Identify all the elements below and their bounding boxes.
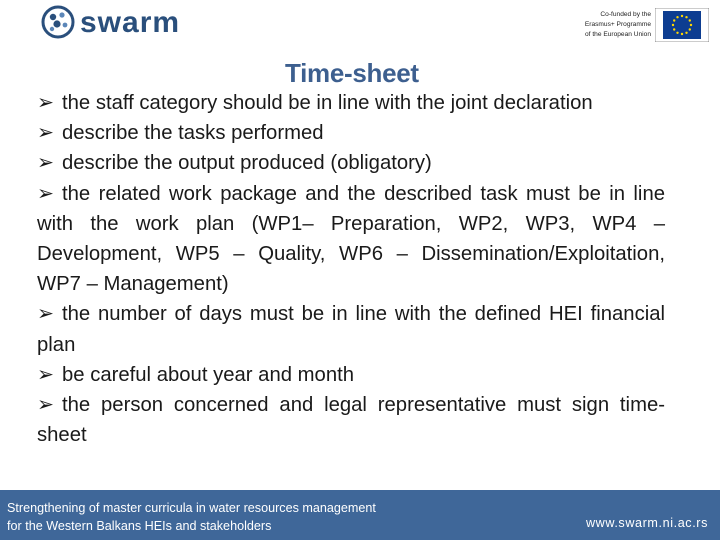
bullet-list bbox=[37, 88, 665, 450]
bullet-text: be careful about year and month bbox=[62, 363, 355, 386]
bullet-text: describe the output produced (obligatory) bbox=[62, 152, 432, 175]
tagline-line-1: Strengthening of master curricula in water resources management bbox=[7, 501, 376, 515]
eu-line-3: of the European Union bbox=[585, 31, 651, 38]
swarm-logo bbox=[40, 4, 190, 40]
tagline-line-2: for the Western Balkans HEIs and stakeholders bbox=[7, 519, 272, 533]
eu-cofunding-text bbox=[567, 10, 651, 40]
eu-star bbox=[673, 19, 675, 21]
bullet-item bbox=[37, 148, 665, 178]
bullet-item bbox=[37, 118, 665, 148]
arrow-bullet-icon: ➢ bbox=[37, 92, 54, 114]
bullet-text: describe the tasks performed bbox=[62, 122, 324, 145]
website-link[interactable]: www.swarm.ni.ac.rs bbox=[585, 516, 708, 530]
bullet-text: the related work package and the described task must be in line with the work plan (WP1– Preparation, WP2, WP3, WP4 – Development, WP5 – Quality, WP6 – Dissemination/Exploitation, WP7 – Management) bbox=[37, 182, 665, 296]
project-tagline bbox=[7, 499, 376, 535]
bullet-item bbox=[37, 360, 665, 390]
swarm-logo-icon bbox=[40, 4, 80, 40]
arrow-bullet-icon: ➢ bbox=[37, 363, 54, 386]
eu-star bbox=[673, 28, 675, 30]
logo-text: swarm bbox=[80, 6, 181, 39]
eu-star bbox=[685, 16, 687, 18]
arrow-bullet-icon: ➢ bbox=[37, 152, 54, 175]
bullet-item bbox=[37, 179, 665, 300]
footer-bar bbox=[0, 490, 720, 540]
eu-line-2: Erasmus+ Programme bbox=[584, 21, 651, 28]
eu-star bbox=[690, 24, 692, 26]
bullet-text: the number of days must be in line with the defined HEI financial plan bbox=[37, 303, 665, 356]
eu-star bbox=[681, 33, 683, 35]
arrow-bullet-icon: ➢ bbox=[37, 303, 54, 326]
bullet-text: the staff category should be in line with the joint declaration bbox=[62, 92, 593, 114]
eu-star bbox=[685, 32, 687, 34]
eu-cofunding-badge bbox=[567, 8, 710, 42]
eu-star bbox=[676, 16, 678, 18]
arrow-bullet-icon: ➢ bbox=[37, 182, 54, 205]
eu-star bbox=[681, 15, 683, 17]
bullet-item bbox=[37, 299, 665, 359]
eu-star bbox=[676, 32, 678, 34]
arrow-bullet-icon: ➢ bbox=[37, 122, 54, 145]
bullet-text: the person concerned and legal representative must sign time-sheet bbox=[37, 394, 665, 447]
eu-star bbox=[689, 28, 691, 30]
slide-title: Time-sheet bbox=[285, 58, 419, 88]
bullet-item bbox=[37, 88, 665, 118]
eu-star bbox=[672, 24, 674, 26]
eu-star bbox=[689, 19, 691, 21]
eu-line-1: Co-funded by the bbox=[600, 11, 651, 18]
bullet-item bbox=[37, 390, 665, 450]
eu-flag-icon bbox=[655, 8, 709, 42]
arrow-bullet-icon: ➢ bbox=[37, 394, 54, 417]
